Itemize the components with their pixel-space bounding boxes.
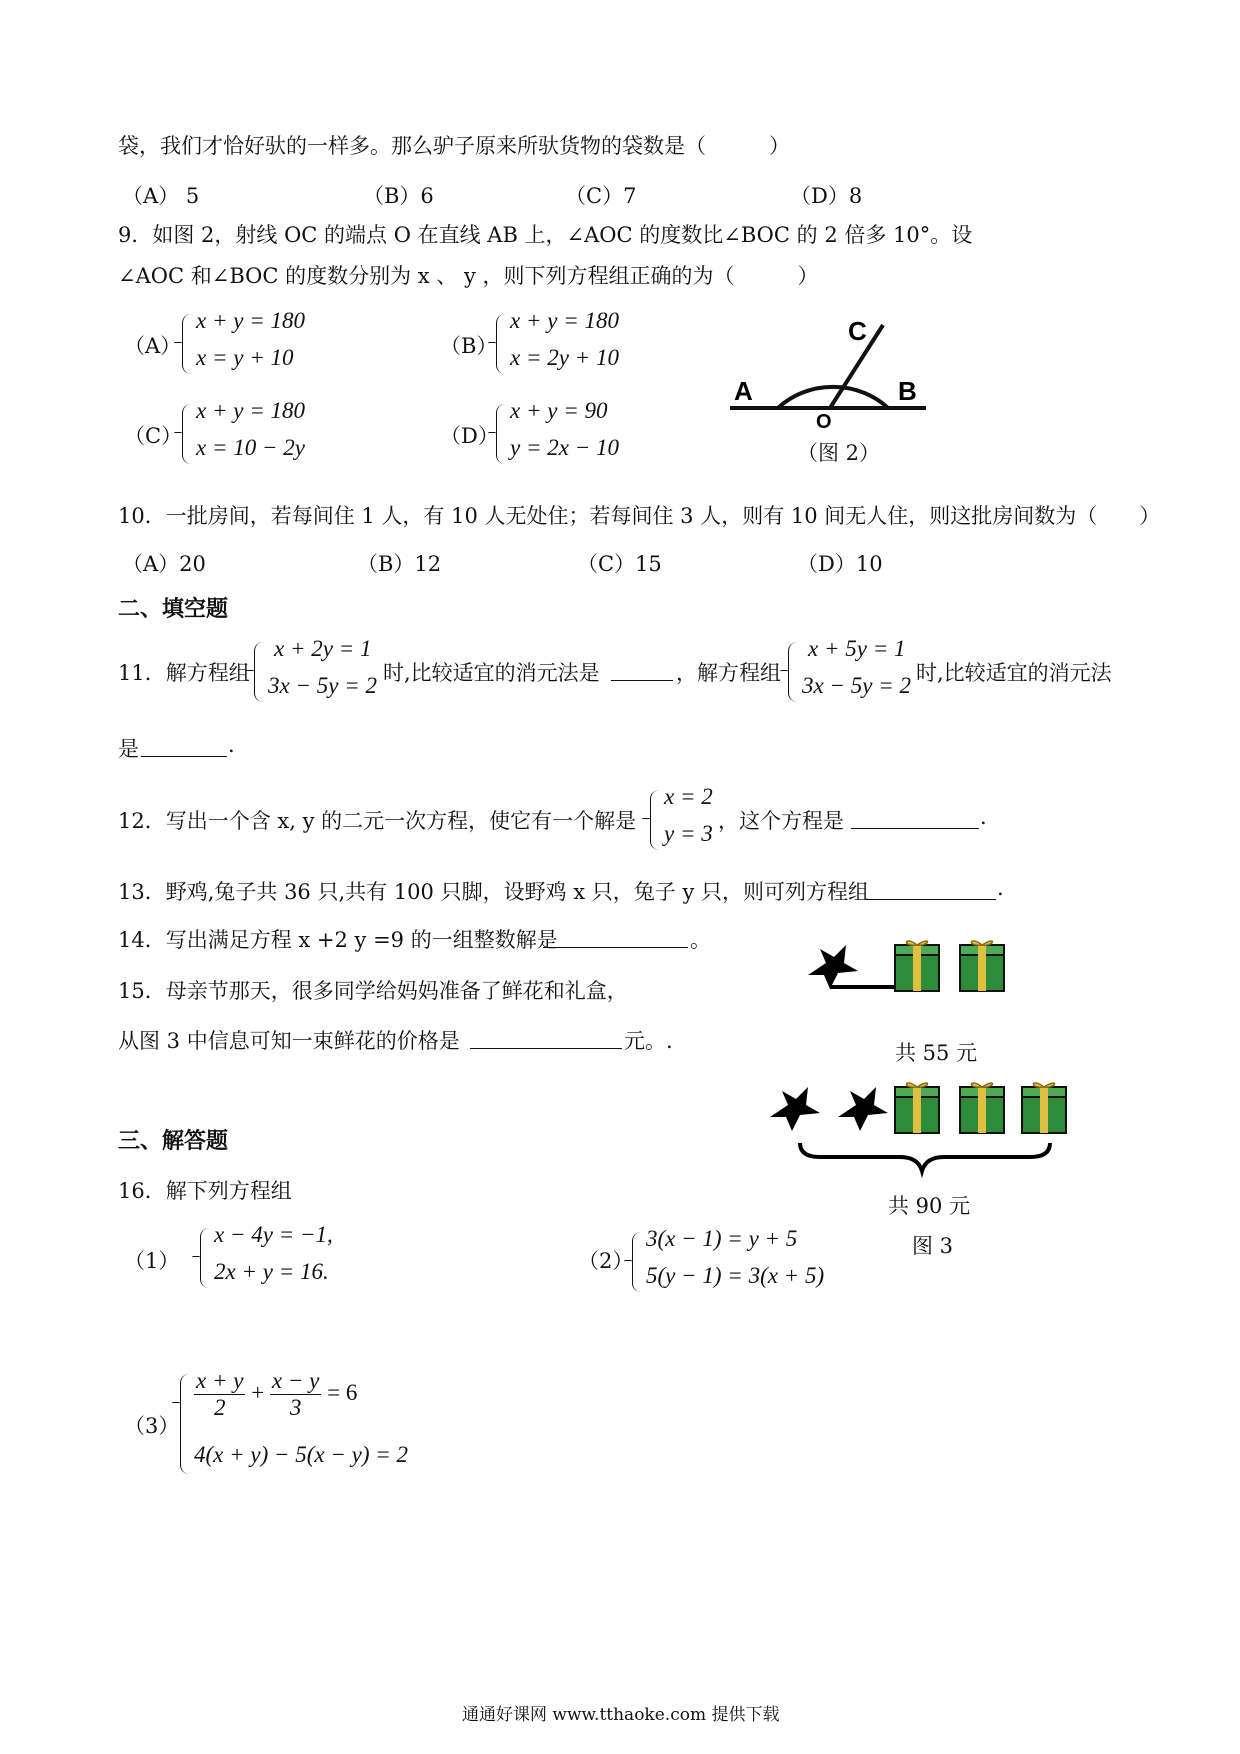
denominator: 2 xyxy=(213,1395,226,1420)
equation: x = 10 − 2y xyxy=(196,435,305,460)
flower-icon xyxy=(808,945,858,989)
q16-part-2-label: （2） xyxy=(578,1249,634,1273)
equation: x + y = 90 xyxy=(510,398,608,423)
equation: 5(y − 1) = 3(x + 5) xyxy=(646,1263,825,1288)
figure-3-caption: 图 3 xyxy=(912,1234,954,1258)
equation: y = 3 xyxy=(664,821,713,846)
brace xyxy=(182,314,192,374)
equation: x = y + 10 xyxy=(196,345,294,370)
equation: x − 4y = −1, xyxy=(214,1222,333,1247)
equation-fractions xyxy=(194,1368,357,1421)
page-footer: 通通好课网 www.tthaoke.com 提供下载 xyxy=(462,1705,780,1725)
q16-part-3-label: （3） xyxy=(124,1414,180,1438)
curly-brace xyxy=(800,1143,1050,1171)
equation: x = 2 xyxy=(664,784,713,809)
q8-option-d: （D）8 xyxy=(790,184,863,208)
equation: x + 2y = 1 xyxy=(274,636,372,661)
brace xyxy=(496,404,506,464)
q12-period: . xyxy=(980,805,987,829)
q14-answer-blank[interactable] xyxy=(543,929,688,948)
equation: x + 5y = 1 xyxy=(808,636,906,661)
q11-mid: 时,比较适宜的消元法是 xyxy=(383,661,600,685)
q15-line1: 15．母亲节那天，很多同学给妈妈准备了鲜花和礼盒， xyxy=(118,979,628,1003)
equation: x = 2y + 10 xyxy=(510,345,619,370)
q9-option-c-label: （C） xyxy=(124,424,183,448)
q14-end: 。 xyxy=(690,928,711,952)
q10-option-d: （D）10 xyxy=(797,552,883,576)
gift-box-icon xyxy=(895,941,939,991)
equation: 3(x − 1) = y + 5 xyxy=(646,1226,798,1251)
q11-prefix: 11．解方程组 xyxy=(118,661,250,685)
flower-icon xyxy=(770,1087,820,1131)
section-3-title: 三、解答题 xyxy=(118,1129,229,1154)
q13-period: . xyxy=(997,876,1004,900)
equation: 3x − 5y = 2 xyxy=(268,673,377,698)
q10-option-c: （C）15 xyxy=(577,552,662,576)
q11-suffix: 时,比较适宜的消元法 xyxy=(916,661,1112,685)
numerator: x − y xyxy=(271,1368,320,1393)
q8-option-b: （B）6 xyxy=(363,184,434,208)
point-b-label: B xyxy=(898,376,917,406)
q9-line1: 9．如图 2，射线 OC 的端点 O 在直线 AB 上，∠AOC 的度数比∠BOC 的 2 倍多 10°。设 xyxy=(118,223,973,247)
q8-continuation: 袋，我们才恰好驮的一样多。那么驴子原来所驮货物的袋数是（ ） xyxy=(118,134,790,158)
brace xyxy=(200,1228,210,1288)
brace xyxy=(632,1232,642,1292)
q10-text: 10．一批房间，若每间住 1 人，有 10 人无处住；若每间住 3 人，则有 10 间无人住，则这批房间数为（ ） xyxy=(118,504,1161,528)
section-2-title: 二、填空题 xyxy=(118,597,229,622)
gift-box-icon xyxy=(895,1083,939,1133)
q10-option-a: （A）20 xyxy=(122,552,206,576)
brace xyxy=(788,642,798,702)
equals-rhs: = 6 xyxy=(327,1379,358,1405)
q15-answer-blank[interactable] xyxy=(470,1030,622,1049)
q15-line2: 从图 3 中信息可知一束鲜花的价格是 xyxy=(118,1029,460,1053)
q14-text: 14．写出满足方程 x +2 y =9 的一组整数解是 xyxy=(118,928,558,952)
gift-box-icon xyxy=(960,941,1004,991)
fraction xyxy=(270,1368,321,1421)
numerator: x + y xyxy=(196,1368,244,1393)
q13-answer-blank[interactable] xyxy=(866,881,996,900)
brace xyxy=(182,404,192,464)
equation: 4(x + y) − 5(x − y) = 2 xyxy=(194,1442,409,1467)
point-c-label: C xyxy=(848,316,867,346)
q11-answer-blank-2[interactable] xyxy=(141,738,227,757)
gift-box-icon xyxy=(1022,1083,1066,1133)
q16-part-1-label: （1） xyxy=(124,1249,180,1273)
point-a-label: A xyxy=(734,376,753,406)
q8-option-c: （C）7 xyxy=(565,184,637,208)
denominator: 3 xyxy=(289,1395,302,1420)
equation: x + y = 180 xyxy=(510,308,619,333)
flower-icon xyxy=(838,1087,888,1131)
figure-3-total-2: 共 90 元 xyxy=(888,1194,971,1218)
equation: x + y = 180 xyxy=(196,398,305,423)
q16-title: 16．解下列方程组 xyxy=(118,1179,292,1203)
equation: x + y = 180 xyxy=(196,308,305,333)
q9-option-a-label: （A） xyxy=(124,334,182,358)
q13-text: 13．野鸡,兔子共 36 只,共有 100 只脚，设野鸡 x 只，兔子 y 只，则可列方程组 xyxy=(118,880,869,904)
plus-sign: + xyxy=(251,1379,265,1405)
brace xyxy=(180,1374,190,1474)
equation: 3x − 5y = 2 xyxy=(802,673,911,698)
q9-option-b-label: （B） xyxy=(440,334,498,358)
figure-2-angle-diagram xyxy=(720,310,940,433)
brace xyxy=(254,642,264,702)
brace xyxy=(650,790,660,850)
fraction xyxy=(194,1368,245,1421)
q11-period: . xyxy=(228,733,235,757)
q15-line2-end: 元。. xyxy=(624,1029,673,1053)
q12-answer-blank[interactable] xyxy=(851,810,979,829)
point-o-label: O xyxy=(816,411,832,433)
q12-suffix: ，这个方程是 xyxy=(718,809,844,833)
q11-answer-blank-1[interactable] xyxy=(611,662,673,681)
figure-3-total-1: 共 55 元 xyxy=(895,1041,978,1065)
brace xyxy=(496,314,506,374)
gift-box-icon xyxy=(960,1083,1004,1133)
equation: 2x + y = 16. xyxy=(214,1259,329,1284)
q12-prefix: 12．写出一个含 x, y 的二元一次方程，使它有一个解是 xyxy=(118,809,637,833)
q11-line2: 是 xyxy=(118,737,139,761)
q11-mid2: ，解方程组 xyxy=(676,661,781,685)
figure-2-caption: （图 2） xyxy=(797,441,881,465)
q10-option-b: （B）12 xyxy=(357,552,442,576)
q9-line2: ∠AOC 和∠BOC 的度数分别为 x 、 y ，则下列方程组正确的为（ ） xyxy=(118,264,819,288)
q8-option-a: （A） 5 xyxy=(122,184,200,208)
equation: y = 2x − 10 xyxy=(510,435,619,460)
q9-option-d-label: （D） xyxy=(440,424,499,448)
